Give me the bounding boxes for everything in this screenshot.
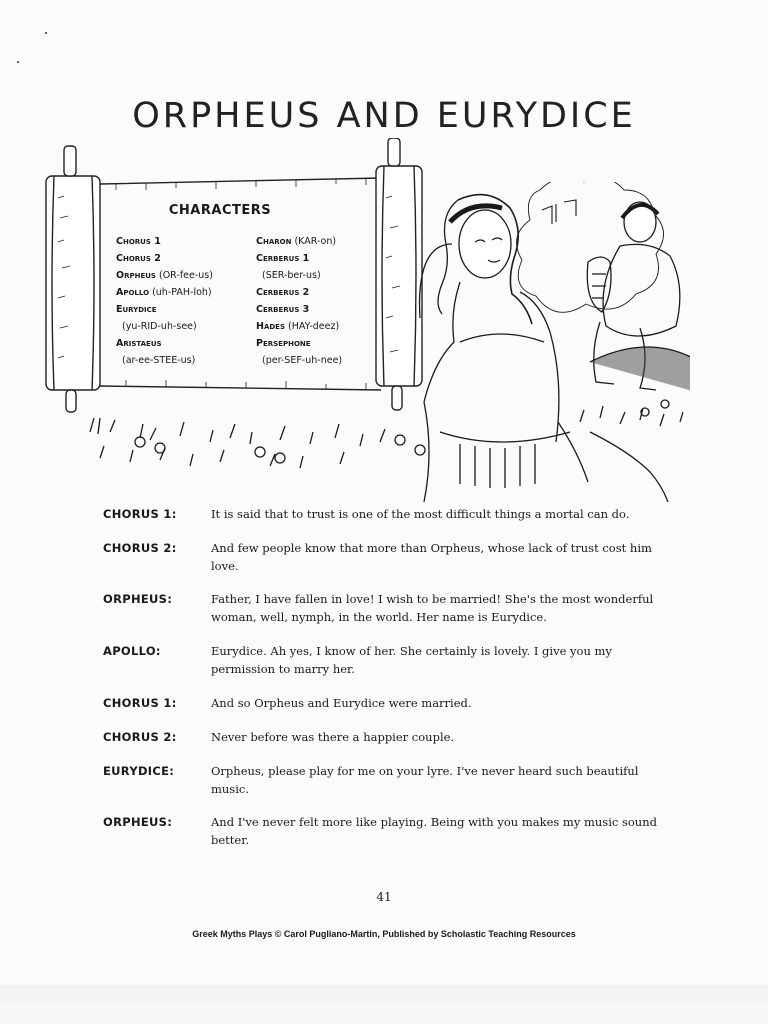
- character-pronunciation: (SER-ber-us): [262, 270, 321, 281]
- speaker-name: EURYDICE:: [103, 764, 175, 778]
- speech-text: And few people know that more than Orpheus, whose lack of trust cost him love.: [211, 541, 652, 573]
- dialogue-line: [103, 591, 683, 643]
- speech-text: And I've never felt more like playing. Being with you makes my music sound better.: [211, 815, 657, 847]
- speaker-name: CHORUS 1:: [103, 507, 177, 521]
- speaker-name: APOLLO:: [103, 644, 161, 658]
- characters-heading: CHARACTERS: [168, 203, 272, 218]
- scan-speck: [17, 61, 19, 63]
- next-page-edge: [0, 1002, 768, 1024]
- scan-speck: [45, 32, 47, 34]
- speech-text: Never before was there a happier couple.: [211, 730, 455, 744]
- speaker-name: CHORUS 2:: [103, 541, 177, 555]
- dialogue-line: [103, 643, 683, 695]
- page-title: ORPHEUS AND EURYDICE: [132, 96, 636, 136]
- character-entry: Apollo (uh-PAH-loh): [116, 287, 212, 298]
- character-entry: Hades (HAY-deez): [256, 321, 340, 332]
- copyright-footer: Greek Myths Plays © Carol Pugliano-Martin, Published by Scholastic Teaching Resources: [192, 929, 576, 939]
- dialogue-line: [103, 695, 683, 729]
- character-pronunciation: (yu-RID-uh-see): [122, 321, 197, 332]
- speech-text: Eurydice. Ah yes, I know of her. She certainly is lovely. I give you my permission to marry her.: [211, 644, 612, 676]
- speech-text: Orpheus, please play for me on your lyre. I've never heard such beautiful music.: [211, 764, 639, 796]
- eurydice-orpheus-illustration: [80, 182, 690, 502]
- character-entry: Charon (KAR-on): [256, 236, 337, 247]
- character-entry: Cerberus 3: [256, 304, 310, 315]
- character-pronunciation: (per-SEF-uh-nee): [262, 355, 343, 366]
- character-entry: Persephone: [256, 338, 311, 349]
- speaker-name: CHORUS 1:: [103, 696, 177, 710]
- page-number: 41: [376, 890, 392, 904]
- dialogue: [103, 506, 683, 854]
- speech-text: And so Orpheus and Eurydice were married.: [211, 696, 472, 710]
- character-entry: Orpheus (OR-fee-us): [116, 270, 213, 281]
- character-entry: Eurydice: [116, 304, 157, 315]
- dialogue-line: [103, 506, 683, 540]
- character-entry: Cerberus 1: [256, 253, 310, 264]
- speaker-name: CHORUS 2:: [103, 730, 177, 744]
- character-entry: Aristaeus: [116, 338, 162, 349]
- dialogue-line: [103, 540, 683, 591]
- character-entry: Cerberus 2: [256, 287, 310, 298]
- dialogue-line: [103, 729, 683, 763]
- character-pronunciation: (ar-ee-STEE-us): [122, 355, 196, 366]
- speech-text: It is said that to trust is one of the most difficult things a mortal can do.: [211, 507, 630, 521]
- dialogue-line: [103, 763, 683, 814]
- speaker-name: ORPHEUS:: [103, 592, 173, 606]
- character-entry: Chorus 1: [116, 236, 161, 247]
- character-entry: Chorus 2: [116, 253, 161, 264]
- speech-text: Father, I have fallen in love! I wish to be married! She's the most wonderful woman, well, nymph, in the world. Her name is Eurydice.: [211, 592, 654, 624]
- speaker-name: ORPHEUS:: [103, 815, 173, 829]
- dialogue-line: [103, 814, 683, 854]
